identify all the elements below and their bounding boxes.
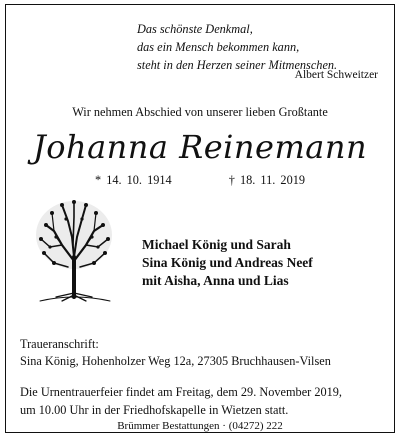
address-value: Sina König, Hohenholzer Weg 12a, 27305 Bruchhausen-Vilsen bbox=[20, 354, 331, 368]
address-label: Traueranschrift: bbox=[20, 337, 99, 351]
quote-author: Albert Schweitzer bbox=[294, 69, 378, 81]
obituary-notice bbox=[5, 4, 395, 433]
quote-line: Das schönste Denkmal, bbox=[137, 22, 253, 36]
death-date: † 18. 11. 2019 bbox=[228, 173, 306, 187]
mourners-list bbox=[142, 236, 313, 290]
quote-line: steht in den Herzen seiner Mitmenschen. bbox=[137, 58, 338, 72]
ceremony-info bbox=[20, 383, 342, 419]
mourner-line: Michael König und Sarah bbox=[142, 237, 291, 252]
deceased-name: Johanna Reinemann bbox=[32, 128, 368, 166]
birth-date: * 14. 10. 1914 bbox=[94, 173, 172, 187]
ceremony-line: Die Urnentrauerfeier findet am Freitag, dem 29. November 2019, bbox=[20, 385, 342, 399]
mourner-line: Sina König und Andreas Neef bbox=[142, 255, 313, 270]
tree-icon bbox=[32, 197, 116, 309]
farewell-line: Wir nehmen Abschied von unserer lieben Großtante bbox=[72, 105, 328, 119]
quote bbox=[137, 20, 337, 74]
mourner-line: mit Aisha, Anna und Lias bbox=[142, 273, 289, 288]
funeral-home-footer: Brümmer Bestattungen · (04272) 222 bbox=[117, 420, 283, 432]
life-dates bbox=[6, 173, 394, 188]
quote-line: das ein Mensch bekommen kann, bbox=[137, 40, 300, 54]
condolence-address bbox=[20, 336, 331, 370]
ceremony-line: um 10.00 Uhr in der Friedhofskapelle in Wietzen statt. bbox=[20, 403, 289, 417]
